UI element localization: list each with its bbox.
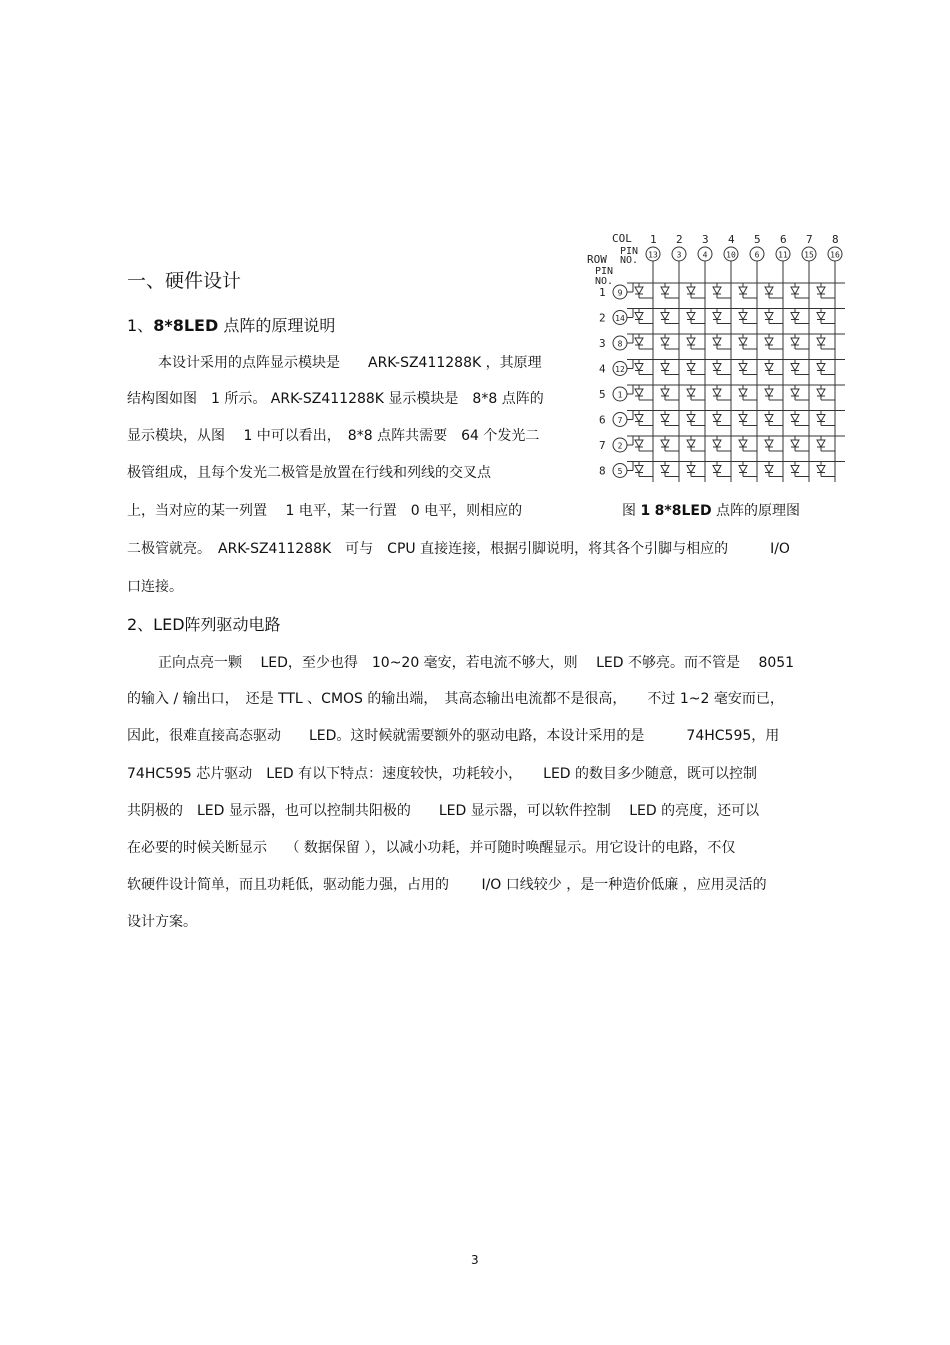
col-pin-number: 13 <box>648 250 658 260</box>
led-diode <box>791 338 799 345</box>
figure-caption-number: 1 <box>640 503 651 519</box>
led-diode <box>817 440 825 447</box>
col-number: 1 <box>650 233 657 246</box>
led-diode <box>635 364 643 371</box>
led-diode <box>739 364 747 371</box>
led-diode <box>765 338 773 345</box>
led-diode <box>791 466 799 473</box>
led-diode <box>635 440 643 447</box>
row-pin-number: 8 <box>617 339 623 349</box>
led-diode <box>661 389 669 396</box>
row-pin-number: 7 <box>617 416 623 425</box>
led-diode <box>817 364 825 371</box>
led-diode <box>739 466 747 473</box>
row-pin-number: 9 <box>617 288 623 298</box>
col-number: 7 <box>806 233 813 246</box>
subheading-2: 2、LED阵列驱动电路 <box>127 615 281 634</box>
row-pin-number: 5 <box>617 467 623 476</box>
para2-line-8: 设计方案。 <box>127 914 197 930</box>
led-diode <box>635 466 643 473</box>
led-diode <box>713 415 721 422</box>
led-diode <box>739 287 747 294</box>
row-pin-number: 12 <box>615 365 625 374</box>
led-diode <box>687 313 695 320</box>
row-no-label: NO. <box>595 276 614 287</box>
row-number: 5 <box>599 388 606 401</box>
subheading-1-number: 1、 <box>127 316 154 335</box>
para2-line-6: 在必要的时候关断显示 （ 数据保留 ），以减小功耗，并可随时唤醒显示。用它设计的电路，不仅 <box>127 840 736 856</box>
para2-line-1: 正向点亮一颗 LED，至少也得 10~20 毫安，若电流不够大，则 LED 不够亮。而不管是 8051 <box>158 655 795 671</box>
led-diode <box>739 415 747 422</box>
col-label: COL <box>612 232 632 245</box>
led-diode <box>713 287 721 294</box>
para1-line-2: 结构图如图 1 所示。 ARK-SZ411288K 显示模块是 8*8 点阵的 <box>127 391 544 407</box>
row-pin-number: 2 <box>617 441 623 451</box>
led-diode <box>791 287 799 294</box>
led-diode <box>817 415 825 422</box>
led-diode <box>635 313 643 320</box>
led-diode <box>791 389 799 396</box>
figure-caption-prefix: 图 <box>622 503 636 519</box>
led-diode <box>791 313 799 320</box>
led-diode <box>765 415 773 422</box>
led-diode <box>765 364 773 371</box>
led-diode <box>713 338 721 345</box>
para1-line-1: 本设计采用的点阵显示模块是 ARK-SZ411288K ，其原理 <box>158 355 542 371</box>
led-diode <box>661 466 669 473</box>
para1-line-3: 显示模块，从图 1 中可以看出， 8*8 点阵共需要 64 个发光二 <box>127 428 540 444</box>
led-diode <box>791 364 799 371</box>
led-diode <box>765 466 773 473</box>
col-number: 4 <box>728 233 735 246</box>
led-diode <box>713 440 721 447</box>
section-heading: 一、硬件设计 <box>127 270 242 292</box>
led-diode <box>661 338 669 345</box>
para2-line-5: 共阴极的 LED 显示器，也可以控制共阳极的 LED 显示器，可以软件控制 LED 的亮度，还可以 <box>127 803 760 819</box>
row-pin-number: 14 <box>615 314 625 323</box>
col-no-label: NO. <box>620 255 639 266</box>
led-diode <box>661 415 669 422</box>
led-diode <box>635 415 643 422</box>
col-number: 5 <box>754 233 761 246</box>
led-diode <box>739 338 747 345</box>
subheading-1-bold: 8*8LED <box>153 316 219 335</box>
col-pin-number: 16 <box>830 250 840 260</box>
row-number: 2 <box>599 311 606 325</box>
led-diode <box>791 440 799 447</box>
led-diode <box>817 287 825 294</box>
col-pin-number: 4 <box>702 250 708 260</box>
row-number: 8 <box>599 464 606 478</box>
led-diode <box>713 313 721 320</box>
led-diode <box>687 389 695 396</box>
col-pin-number: 6 <box>754 250 760 260</box>
led-diode <box>635 389 643 396</box>
led-diode <box>765 313 773 320</box>
led-diode <box>713 466 721 473</box>
subheading-1-text: 点阵的原理说明 <box>218 316 336 335</box>
col-number: 2 <box>676 233 683 246</box>
led-diode <box>739 313 747 320</box>
col-pin-label: PIN <box>620 246 639 257</box>
led-diode <box>817 313 825 320</box>
led-diode <box>817 466 825 473</box>
col-number: 8 <box>832 233 839 246</box>
row-pin-label: PIN <box>595 266 614 277</box>
led-diode <box>687 287 695 294</box>
subheading-1 <box>127 313 335 336</box>
led-diode <box>765 440 773 447</box>
col-pin-number: 3 <box>676 250 682 260</box>
para1-line-6: 二极管就亮。 ARK-SZ411288K 可与 CPU 直接连接，根据引脚说明，将其各个引脚与相应的 I/O <box>127 541 790 557</box>
para2-line-7: 软硬件设计简单，而且功耗低，驱动能力强，占用的 I/O 口线较少 ，是一种造价低廉 ，应用灵活的 <box>127 877 767 893</box>
led-diode <box>687 338 695 345</box>
led-diode <box>817 338 825 345</box>
row-number: 1 <box>599 286 606 299</box>
led-diode <box>791 415 799 422</box>
led-diode <box>739 440 747 447</box>
para1-line-5: 上，当对应的某一列置 1 电平，某一行置 0 电平，则相应的 <box>127 503 523 519</box>
led-diode <box>661 364 669 371</box>
led-diode <box>635 287 643 294</box>
figure-caption <box>622 500 800 520</box>
row-number: 3 <box>599 337 606 350</box>
led-matrix-schematic <box>585 230 850 482</box>
para2-line-4: 74HC595 芯片驱动 LED 有以下特点：速度较快，功耗较小， LED 的数目多少随意，既可以控制 <box>127 766 758 782</box>
led-diode <box>713 364 721 371</box>
para2-line-2: 的输入 / 输出口， 还是 TTL 、CMOS 的输出端， 其高态输出电流都不是很高， 不过 1~2 毫安而已， <box>127 691 784 707</box>
led-diode <box>817 389 825 396</box>
col-pin-number: 10 <box>726 250 736 260</box>
para1-line-7: 口连接。 <box>127 579 183 595</box>
row-pin-number: 1 <box>617 390 623 400</box>
led-diode <box>739 389 747 396</box>
led-diode <box>687 364 695 371</box>
led-diode <box>713 389 721 396</box>
col-number: 6 <box>780 233 787 246</box>
led-diode <box>765 389 773 396</box>
led-diode <box>661 440 669 447</box>
led-diode <box>687 466 695 473</box>
para2-line-3: 因此，很难直接高态驱动 LED。这时候就需要额外的驱动电路，本设计采用的是 74HC595，用 <box>127 728 780 744</box>
led-diode <box>661 313 669 320</box>
row-number: 7 <box>599 439 606 452</box>
led-diode <box>635 338 643 345</box>
row-number: 6 <box>599 413 606 427</box>
page-number: 3 <box>471 1253 479 1267</box>
col-number: 3 <box>702 233 709 246</box>
led-diode <box>661 287 669 294</box>
figure-caption-bold: 8*8LED <box>654 503 712 519</box>
col-pin-number: 11 <box>778 250 788 260</box>
figure-caption-text: 点阵的原理图 <box>716 503 801 519</box>
row-number: 4 <box>599 362 606 376</box>
led-diode <box>687 440 695 447</box>
row-label: ROW <box>587 253 607 266</box>
led-diode <box>687 415 695 422</box>
col-pin-number: 15 <box>804 250 814 260</box>
para1-line-4: 极管组成，且每个发光二极管是放置在行线和列线的交叉点 <box>127 465 491 481</box>
led-diode <box>765 287 773 294</box>
